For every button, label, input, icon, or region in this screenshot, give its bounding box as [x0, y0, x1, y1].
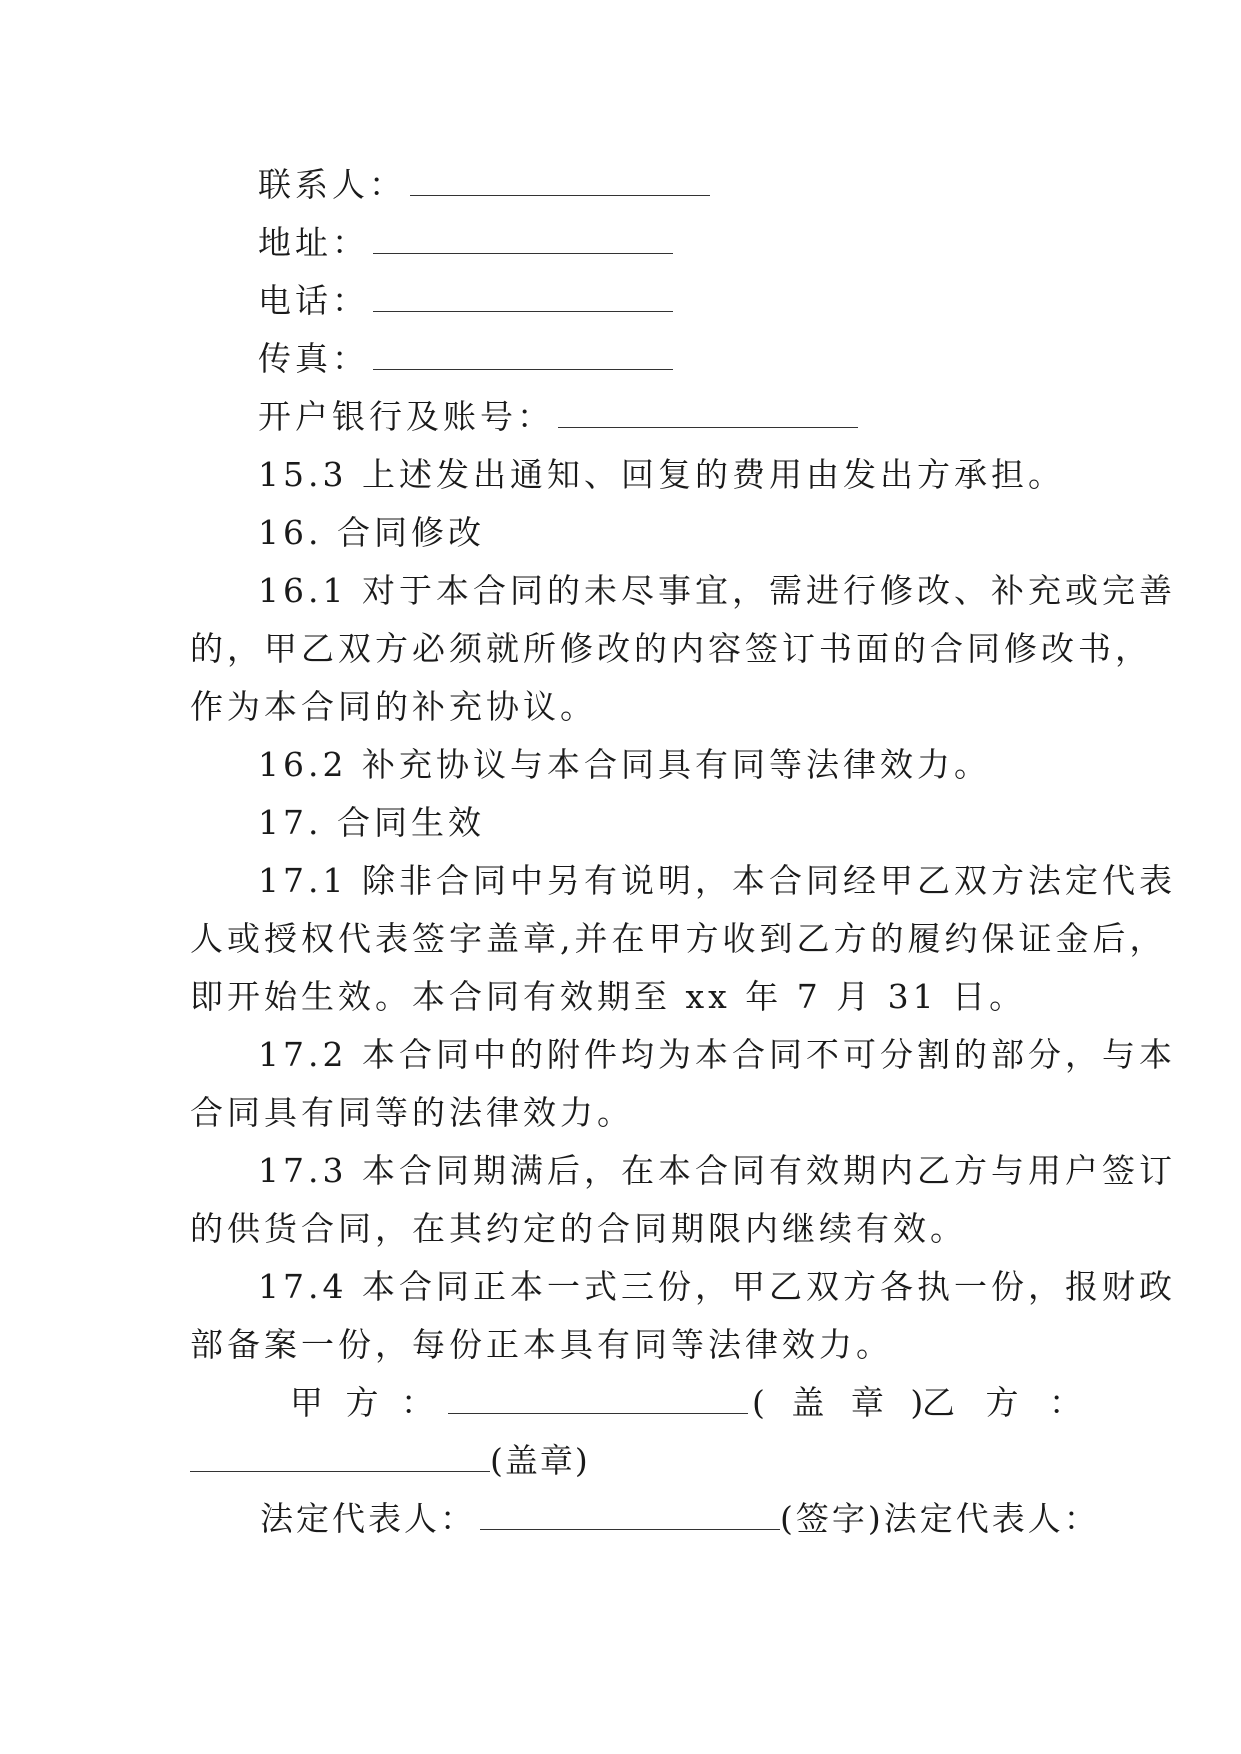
phone-line [258, 272, 1060, 330]
legal-rep-b-label: 法定代表人： [883, 1499, 1100, 1538]
legal-rep-a-blank[interactable] [480, 1493, 780, 1530]
party-b-seal: (盖章) [490, 1441, 590, 1480]
phone-label: 电话： [258, 281, 369, 320]
legal-rep-a-label: 法定代表人： [260, 1499, 476, 1538]
clause-16-1-line1: 16.1 对于本合同的未尽事宜，需进行修改、补充或完善 [258, 571, 1176, 610]
bank-blank[interactable] [558, 391, 858, 428]
phone-blank[interactable] [373, 275, 673, 312]
clause-17-2-line2: 合同具有同等的法律效力。 [190, 1093, 634, 1132]
clause-15-3: 15.3 上述发出通知、回复的费用由发出方承担。 [258, 455, 1065, 494]
clause-16-1-line2: 的，甲乙双方必须就所修改的内容签订书面的合同修改书， [190, 629, 1152, 668]
clause-16-2: 16.2 补充协议与本合同具有同等法律效力。 [258, 745, 991, 784]
clause-17-3-line1: 17.3 本合同期满后，在本合同有效期内乙方与用户签订 [258, 1151, 1176, 1190]
clause-17-3-line2: 的供货合同，在其约定的合同期限内继续有效。 [190, 1209, 967, 1248]
heading-16: 16. 合同修改 [258, 513, 485, 552]
contact-line [258, 156, 1060, 214]
contact-blank[interactable] [410, 159, 710, 196]
bank-label: 开户银行及账号： [258, 397, 554, 436]
bank-line [258, 388, 1060, 446]
party-b-blank[interactable] [190, 1435, 490, 1472]
fax-label: 传真： [258, 339, 369, 378]
legal-rep-line [260, 1490, 1100, 1548]
clause-17-1-line2: 人或授权代表签字盖章,并在甲方收到乙方的履约保证金后， [190, 919, 1167, 958]
clause-16-1-line3: 作为本合同的补充协议。 [190, 687, 597, 726]
party-a-label: 甲 方 ： [290, 1383, 440, 1422]
signature-party-line [290, 1374, 1092, 1432]
clause-17-1-line3: 即开始生效。本合同有效期至 xx 年 7 月 31 日。 [190, 977, 1027, 1016]
fax-blank[interactable] [373, 333, 673, 370]
clause-17-1-line1: 17.1 除非合同中另有说明，本合同经甲乙双方法定代表 [258, 861, 1176, 900]
fax-line [258, 330, 1060, 388]
address-blank[interactable] [373, 217, 673, 254]
address-label: 地址： [258, 223, 369, 262]
heading-17: 17. 合同生效 [258, 803, 485, 842]
signature-party-b-line [190, 1432, 1060, 1490]
party-b-label: 乙 方 ： [922, 1383, 1092, 1422]
clause-17-4-line1: 17.4 本合同正本一式三份，甲乙双方各执一份，报财政 [258, 1267, 1176, 1306]
clause-17-4-line2: 部备案一份，每份正本具有同等法律效力。 [190, 1325, 893, 1364]
clause-17-2-line1: 17.2 本合同中的附件均为本合同不可分割的部分，与本 [258, 1035, 1176, 1074]
legal-rep-a-sign: (签字) [780, 1499, 884, 1538]
address-line [258, 214, 1060, 272]
party-a-blank[interactable] [448, 1377, 748, 1414]
contact-label: 联系人： [258, 165, 406, 204]
party-a-seal: ( 盖 章 ) [752, 1383, 932, 1422]
